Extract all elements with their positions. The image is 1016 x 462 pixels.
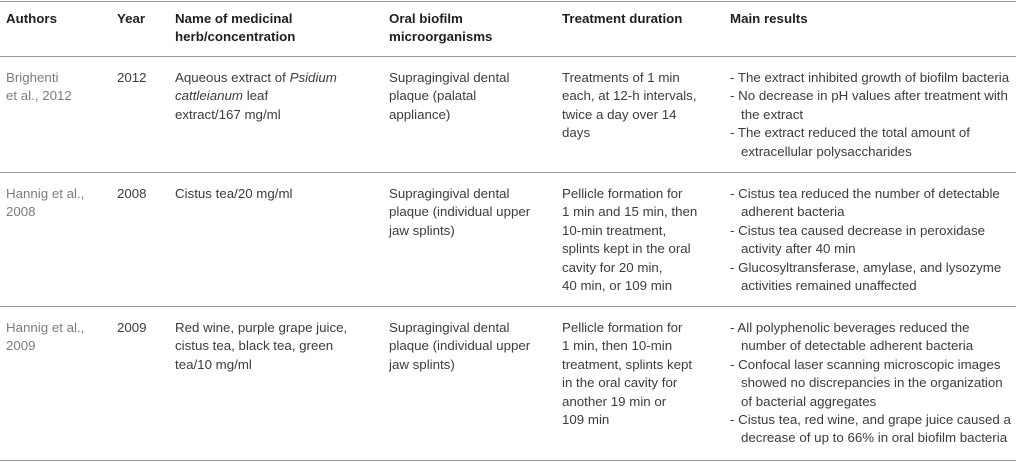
header-herb: Name of medicinal herb/concentration: [175, 11, 296, 44]
result-item-continuation: number of detectable adherent bacteria: [741, 338, 974, 354]
cell-results: [730, 319, 1011, 448]
cell-biofilm: Supragingival dental plaque (individual upper jaw splints): [389, 186, 531, 238]
table-top-rule: [0, 1, 1016, 2]
result-item-continuation: decrease of up to 66% in oral biofilm bacteria: [741, 430, 1008, 446]
cell-biofilm: Supragingival dental plaque (individual upper jaw splints): [389, 320, 531, 372]
result-item-continuation: adherent bacteria: [741, 204, 845, 220]
result-item: - Confocal laser scanning microscopic images: [730, 356, 1001, 372]
result-item-continuation: of bacterial aggregates: [741, 393, 877, 409]
result-item: - Cistus tea, red wine, and grape juice caused a: [730, 412, 1011, 428]
cell-duration: Pellicle formation for 1 min, then 10-min treatment, splints kept in the oral cavity for another 19 min or 109 min: [562, 320, 693, 428]
result-item-continuation: the extract: [741, 106, 804, 122]
result-item: - Cistus tea caused decrease in peroxidase: [730, 222, 985, 238]
header-authors: Authors: [6, 11, 57, 26]
cell-year: 2008: [117, 186, 147, 201]
header-duration: Treatment duration: [562, 11, 683, 26]
cell-results: [730, 69, 1009, 161]
result-item-continuation: extracellular polysaccharides: [741, 143, 912, 159]
cell-year: 2012: [117, 70, 147, 85]
header-biofilm: Oral biofilm microorganisms: [389, 11, 493, 44]
row-divider: [0, 172, 1016, 173]
result-item-continuation: activities remained unaffected: [741, 278, 917, 294]
cell-results: [730, 185, 1001, 295]
cell-authors: Brighenti et al., 2012: [6, 70, 72, 104]
row-divider: [0, 306, 1016, 307]
result-item: - Glucosyltransferase, amylase, and lysozyme: [730, 259, 1002, 275]
cell-herb: Cistus tea/20 mg/ml: [175, 186, 293, 201]
header-bottom-rule: [0, 56, 1016, 57]
result-item: - Cistus tea reduced the number of detectable: [730, 186, 1000, 201]
cell-year: 2009: [117, 320, 147, 335]
cell-authors: Hannig et al., 2009: [6, 320, 85, 354]
cell-herb: Aqueous extract of Psidium cattleianum leaf extract/167 mg/ml: [175, 70, 337, 122]
cell-herb: Red wine, purple grape juice, cistus tea, black tea, green tea/10 mg/ml: [175, 320, 348, 372]
result-item: - The extract reduced the total amount of: [730, 125, 970, 141]
result-item-continuation: activity after 40 min: [741, 241, 856, 257]
result-item: - All polyphenolic beverages reduced the: [730, 320, 970, 335]
cell-authors: Hannig et al., 2008: [6, 186, 85, 220]
cell-duration: Treatments of 1 min each, at 12-h intervals, twice a day over 14 days: [562, 70, 697, 141]
cell-duration: Pellicle formation for 1 min and 15 min, then 10-min treatment, splints kept in the oral cavity for 20 min, 40 min, or 109 min: [562, 186, 698, 294]
result-item: - No decrease in pH values after treatment with: [730, 88, 1008, 104]
cell-biofilm: Supragingival dental plaque (palatal appliance): [389, 70, 510, 122]
header-results: Main results: [730, 11, 808, 26]
result-item-continuation: showed no discrepancies in the organization: [741, 375, 1003, 391]
result-item: - The extract inhibited growth of biofilm bacteria: [730, 70, 1010, 85]
table-bottom-rule: [0, 460, 1016, 461]
header-year: Year: [117, 11, 146, 26]
